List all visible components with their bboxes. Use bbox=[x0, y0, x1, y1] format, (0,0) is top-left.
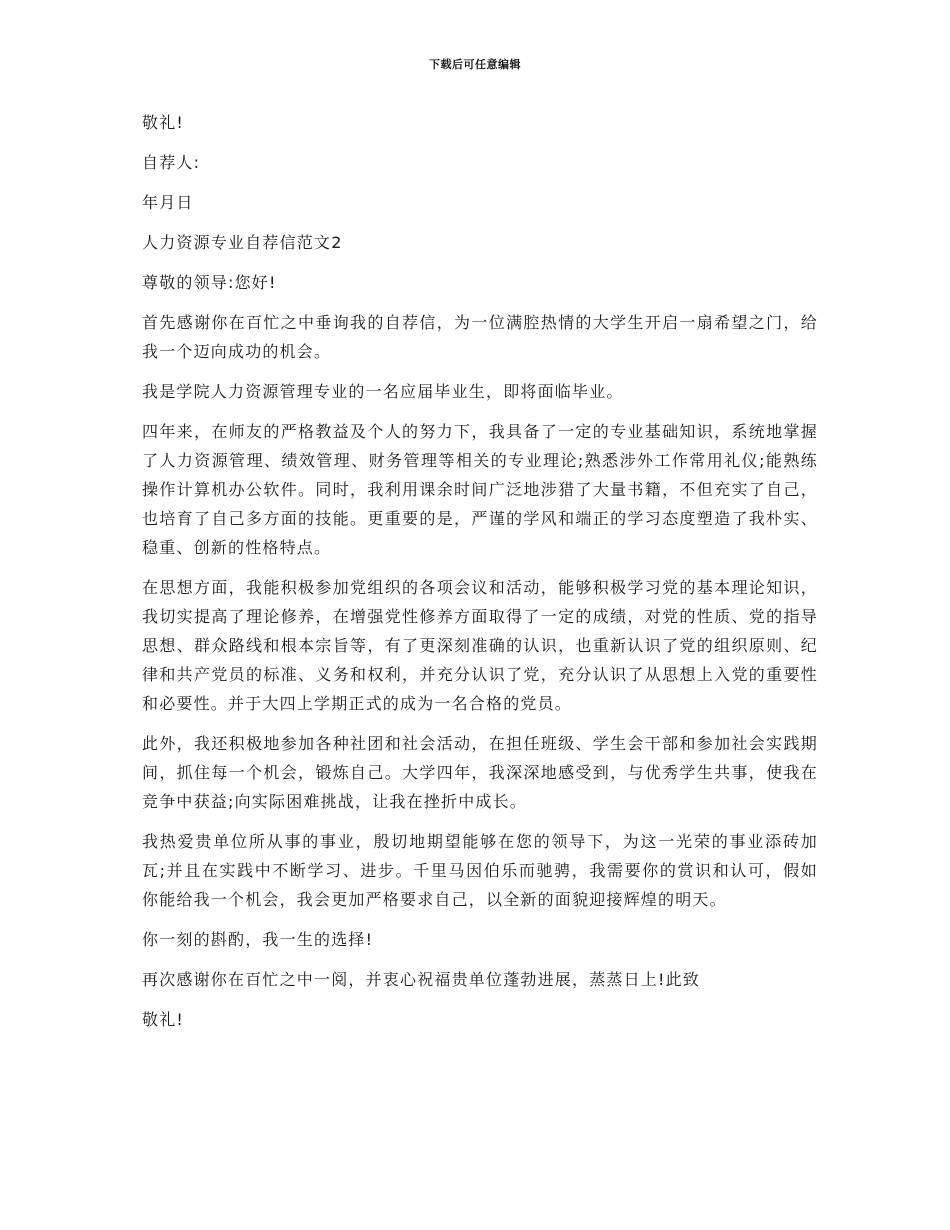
closing-salutation: 敬礼! bbox=[142, 1010, 185, 1029]
greeting: 尊敬的领导:您好! bbox=[142, 273, 277, 292]
body-paragraph: 四年来，在师友的严格教益及个人的努力下，我具备了一定的专业基础知识，系统地掌握了人力资源管理、绩效管理、财务管理等相关的专业理论;熟悉涉外工作常用礼仪;能熟练操作计算机办公软件。同时，我利用课余时间广泛地涉猎了大量书籍，不但充实了自己，也培育了自己多方面的技能。更重要的是，严谨的学风和端正的学习态度塑造了我朴实、稳重、创新的性格特点。 bbox=[142, 422, 818, 557]
body-paragraph: 我是学院人力资源管理专业的一名应届毕业生，即将面临毕业。 bbox=[142, 382, 624, 401]
signature-label: 自荐人: bbox=[142, 153, 201, 172]
body-paragraph: 此外，我还积极地参加各种社团和社会活动，在担任班级、学生会干部和参加社会实践期间，抓住每一个机会，锻炼自己。大学四年，我深深地感受到，与优秀学生共事，使我在竞争中获益;向实际困难挑战，让我在挫折中成长。 bbox=[142, 734, 818, 811]
date-line: 年月日 bbox=[142, 193, 194, 212]
closing-line: 再次感谢你在百忙之中一阅，并衷心祝福贵单位蓬勃进展，蒸蒸日上!此致 bbox=[142, 970, 701, 989]
body-paragraph: 你一刻的斟酌，我一生的选择! bbox=[142, 930, 374, 949]
body-paragraph: 在思想方面，我能积极参加党组织的各项会议和活动，能够积极学习党的基本理论知识，我切实提高了理论修养，在增强党性修养方面取得了一定的成绩，对党的性质、党的指导思想、群众路线和根本宗旨等，有了更深刻准确的认识，也重新认识了党的组织原则、纪律和共产党员的标准、义务和权利，并充分认识了党，充分认识了从思想上入党的重要性和必要性。并于大四上学期正式的成为一名合格的党员。 bbox=[142, 578, 818, 713]
document-body bbox=[142, 108, 818, 1045]
section-title: 人力资源专业自荐信范文2 bbox=[142, 233, 343, 252]
closing-salutation: 敬礼! bbox=[142, 113, 185, 132]
body-paragraph: 我热爱贵单位所从事的事业，殷切地期望能够在您的领导下，为这一光荣的事业添砖加瓦;并且在实践中不断学习、进步。千里马因伯乐而驰骋，我需要你的赏识和认可，假如你能给我一个机会，我会更加严格要求自己，以全新的面貌迎接辉煌的明天。 bbox=[142, 832, 818, 909]
page-header: 下载后可任意编辑 bbox=[429, 58, 521, 71]
body-paragraph: 首先感谢你在百忙之中垂询我的自荐信，为一位满腔热情的大学生开启一扇希望之门，给我一个迈向成功的机会。 bbox=[142, 313, 818, 361]
